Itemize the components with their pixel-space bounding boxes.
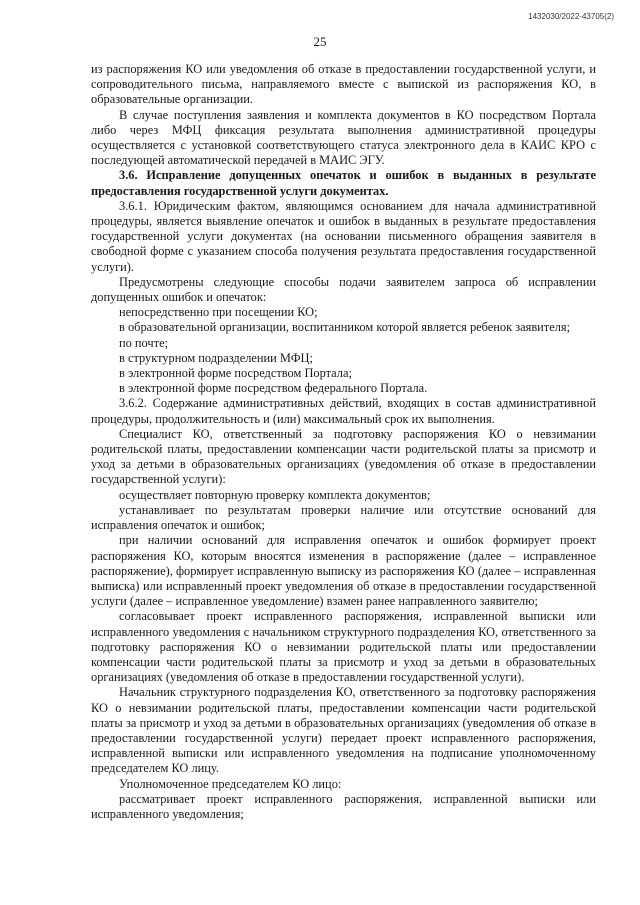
list-item-recheck: осуществляет повторную проверку комплекта документов; [119, 487, 431, 502]
page-number: 25 [313, 34, 327, 49]
document-registration-code: 1432030/2022-43705(2) [528, 12, 614, 21]
paragraph-specialist: Специалист КО, ответственный за подготовку распоряжения КО о невзимании родительской платы, предоставлении компенсации части родительской платы за присмотр и уход за детьми в образовательных организациях (уведомления об отказе в предоставлении государственной услуги): [91, 426, 596, 487]
paragraph-3-6-2: 3.6.2. Содержание административных действий, входящих в состав административной процедуры, продолжительность и (или) максимальный срок их выполнения. [91, 396, 596, 426]
list-item-by-mail: по почте; [119, 335, 169, 350]
paragraph-head-of-unit: Начальник структурного подразделения КО, ответственного за подготовку распоряжения КО о невзимании родительской платы, предоставлении компенсации части родительской платы за присмотр и уход за детьми в образовательных организациях (уведомления об отказе в предоставлении государственной услуги) передает проект исправленного распоряжения, исправленной выписки или исправленного уведомления на подписание уполномоченному председателем КО лицу. [91, 685, 596, 776]
paragraph-1: из распоряжения КО или уведомления об отказе в предоставлении государственной услуги, и сопроводительного письма, направляемого вместе с выпиской из распоряжения КО, в образовательные организации. [91, 62, 596, 107]
list-item-mfc: в структурном подразделении МФЦ; [119, 350, 313, 365]
list-item-federal-portal: в электронной форме посредством федерального Портала. [119, 381, 428, 396]
list-item-establish-grounds: устанавливает по результатам проверки наличие или отсутствие оснований для исправления опечаток и ошибок; [91, 502, 596, 533]
list-item-agree-draft: согласовывает проект исправленного распоряжения, исправленной выписки или исправленного уведомления с начальником структурного подразделения КО, ответственного за подготовку распоряжения КО о невзимании родительской платы или предоставлении компенсации части родительской платы за присмотр и уход за детьми в образовательных организациях (уведомления об отказе в предоставлении государственной услуги). [91, 609, 596, 685]
list-item-form-draft: при наличии оснований для исправления опечаток и ошибок формирует проект распоряжения КО, которым вносятся изменения в распоряжение (далее – исправленное распоряжение), формирует исправленную выписку из распоряжения КО (далее – исправленная выписка) или исправленный проект уведомления об отказе в предоставлении государственной услуги (далее – исправленное уведомление) взамен ранее направленного заявителю; [91, 533, 596, 609]
document-body [91, 62, 596, 822]
paragraph-2: В случае поступления заявления и комплекта документов в КО посредством Портала либо через МФЦ фиксация результата выполнения административной процедуры осуществляется с установкой соответствующего статуса электронного дела в КАИС КРО с последующей автоматической передачей в МАИС ЭГУ. [91, 107, 596, 168]
list-item-portal: в электронной форме посредством Портала; [119, 366, 352, 381]
list-item-in-person: непосредственно при посещении КО; [119, 305, 318, 320]
section-heading-3-6: 3.6. Исправление допущенных опечаток и ошибок в выданных в результате предоставления государственной услуги документах. [91, 168, 596, 198]
list-item-educational-org: в образовательной организации, воспитанником которой является ребенок заявителя; [119, 320, 571, 335]
list-item-review-draft: рассматривает проект исправленного распоряжения, исправленной выписки или исправленного уведомления; [91, 791, 596, 821]
paragraph-authorized-person: Уполномоченное председателем КО лицо: [119, 776, 342, 791]
paragraph-3-6-1: 3.6.1. Юридическим фактом, являющимся основанием для начала административной процедуры, является выявление опечаток и ошибок в выданных в результате предоставления государственной услуги документах (на основании письменного обращения заявителя в свободной форме с указанием способа получения результата предоставления государственной услуги). [91, 198, 596, 274]
paragraph-submission-methods: Предусмотрены следующие способы подачи заявителем запроса об исправлении допущенных ошибок и опечаток: [91, 274, 596, 305]
